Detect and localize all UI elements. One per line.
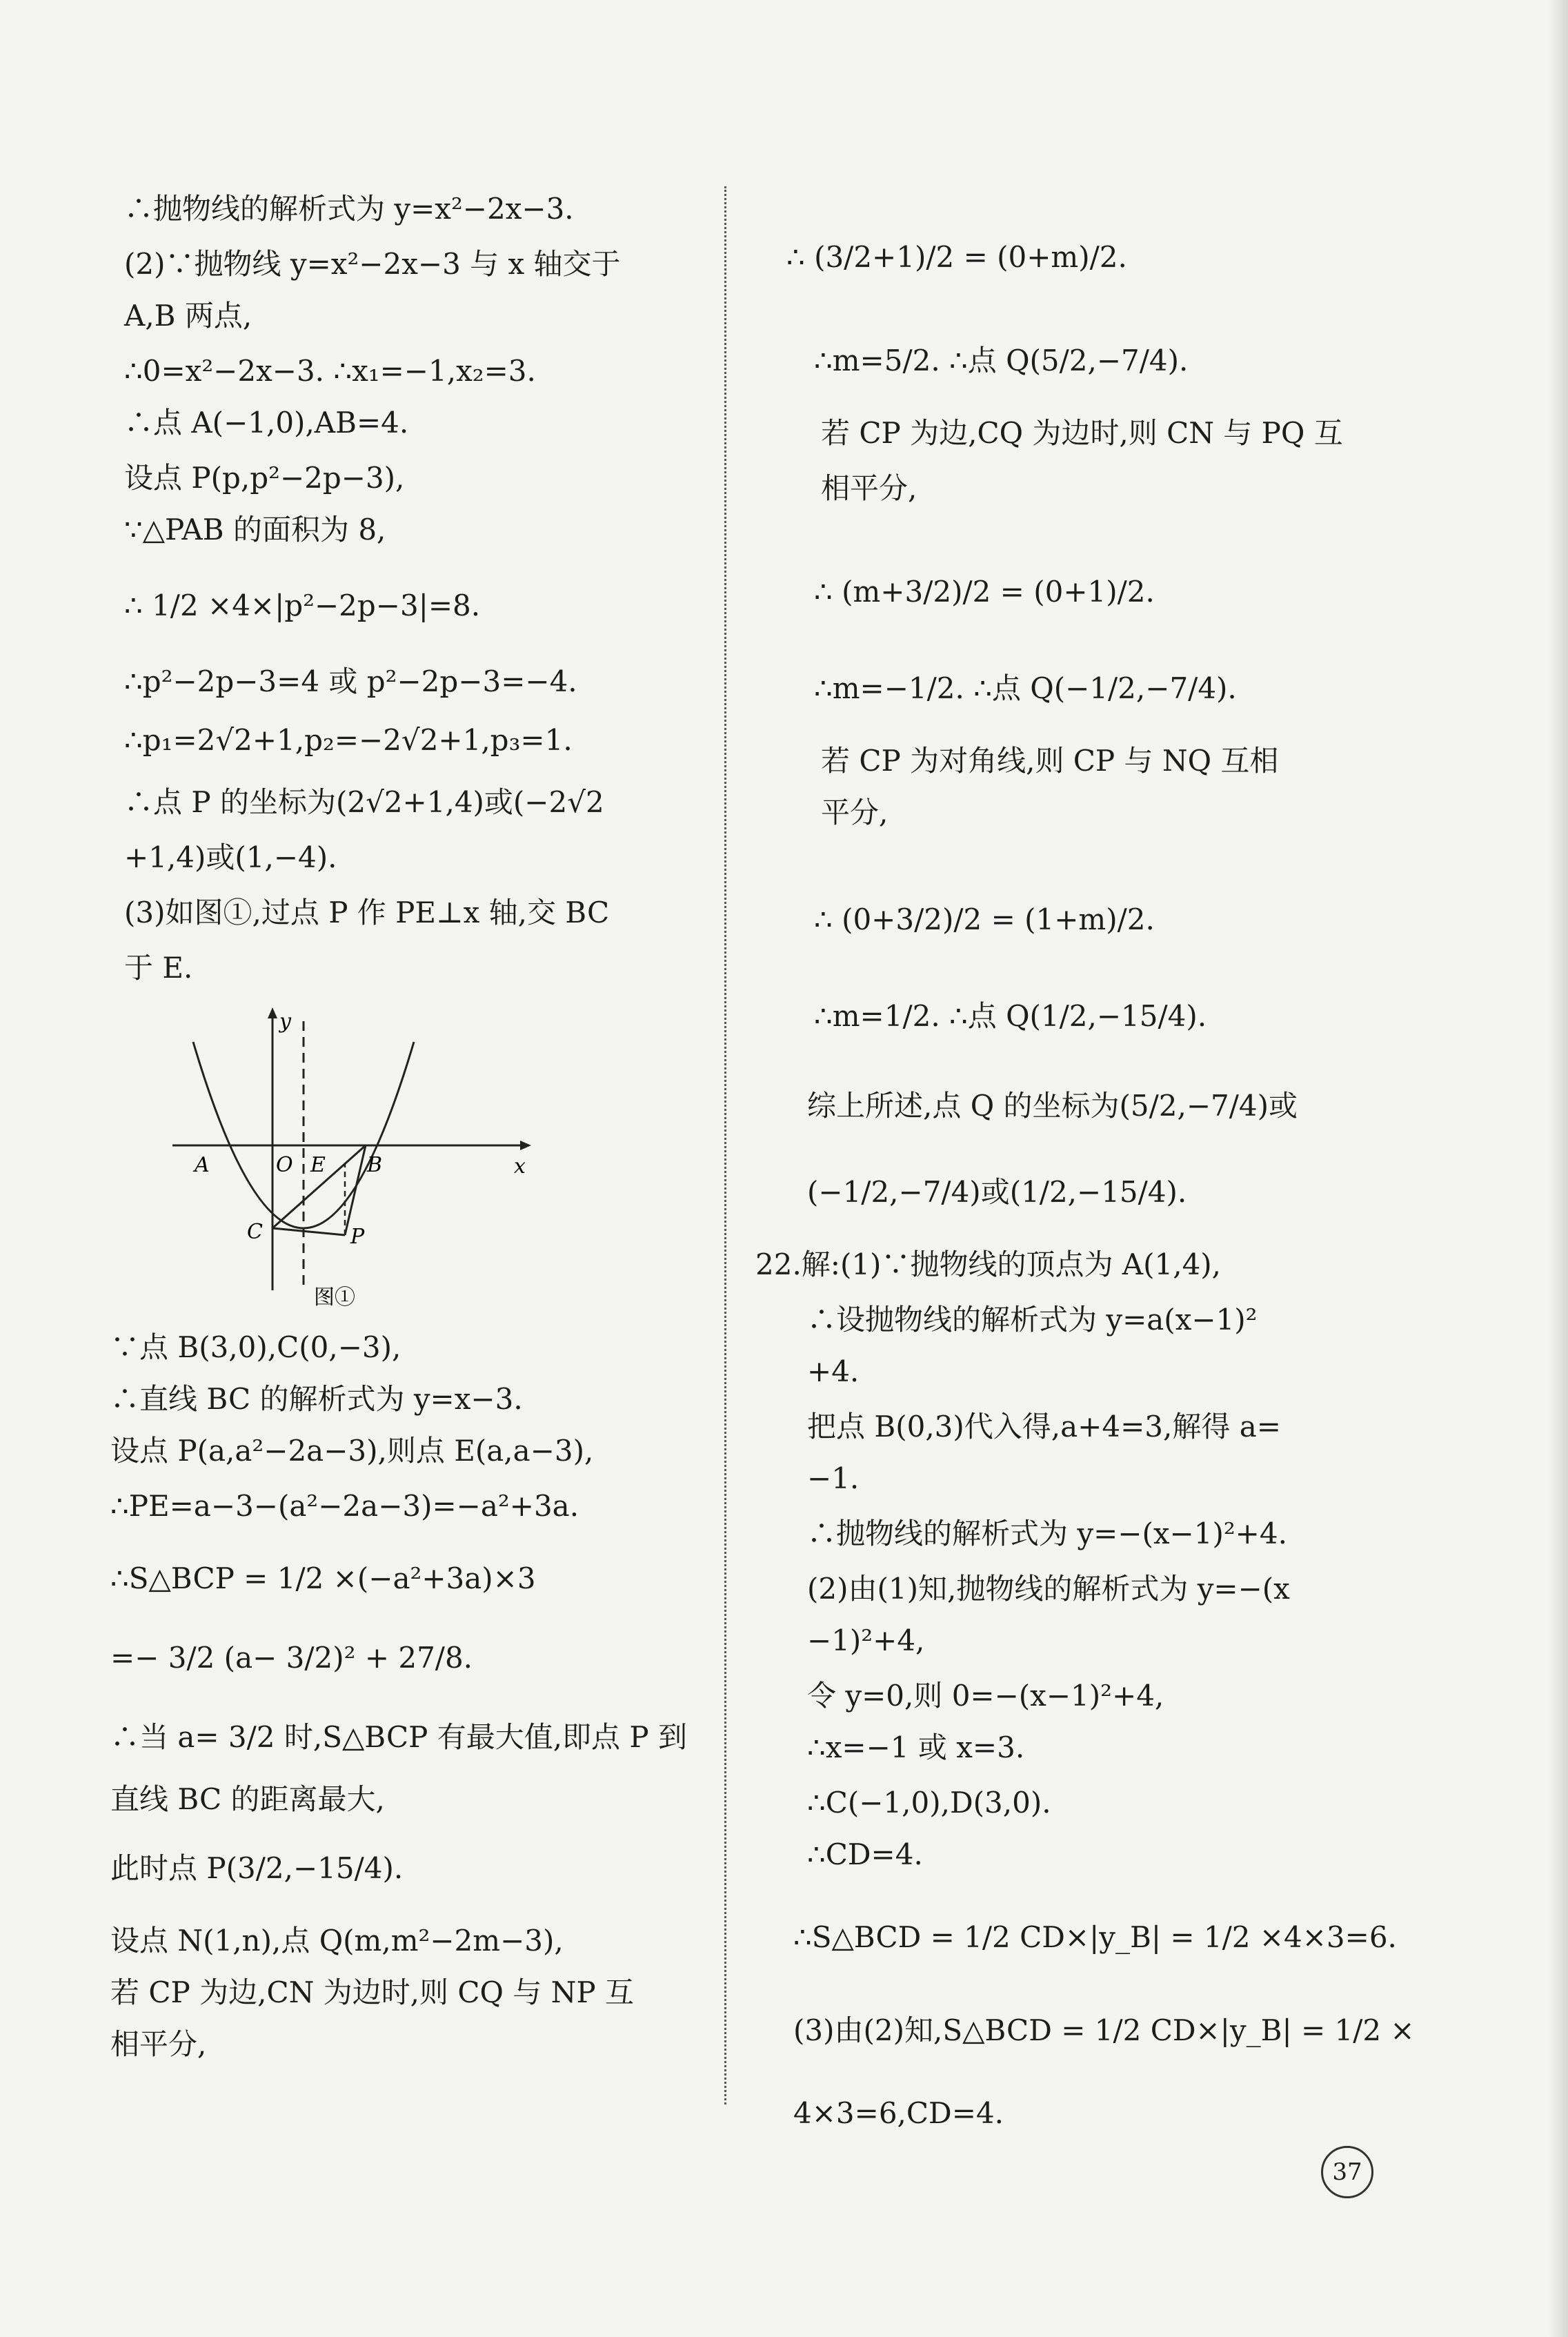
text-line: ∴当 a= 3/2 时,S△BCP 有最大值,即点 P 到 bbox=[110, 1720, 688, 1754]
parabola-figure bbox=[166, 1000, 566, 1325]
text-line: 若 CP 为边,CQ 为边时,则 CN 与 PQ 互 bbox=[821, 416, 1343, 450]
text-line: ∴0=x²−2x−3. ∴x₁=−1,x₂=3. bbox=[124, 354, 536, 388]
text-line: ∴m=−1/2. ∴点 Q(−1/2,−7/4). bbox=[814, 671, 1237, 705]
text-line: ∴p²−2p−3=4 或 p²−2p−3=−4. bbox=[124, 664, 577, 698]
page-edge bbox=[1549, 0, 1568, 2337]
column-divider bbox=[724, 186, 726, 2104]
text-line: A,B 两点, bbox=[124, 299, 252, 333]
text-line: ∴S△BCP = 1/2 ×(−a²+3a)×3 bbox=[110, 1561, 536, 1595]
parabola-diagram bbox=[166, 1000, 566, 1325]
text-line: ∴ (3/2+1)/2 = (0+m)/2. bbox=[786, 240, 1127, 274]
label-B: B bbox=[367, 1153, 383, 1177]
text-line: 综上所述,点 Q 的坐标为(5/2,−7/4)或 bbox=[807, 1089, 1298, 1123]
text-line: 平分, bbox=[821, 796, 889, 829]
text-line: 若 CP 为边,CN 为边时,则 CQ 与 NP 互 bbox=[110, 1975, 635, 2009]
text-line: (2)由(1)知,抛物线的解析式为 y=−(x bbox=[807, 1572, 1290, 1606]
text-line: 22.解:(1)∵抛物线的顶点为 A(1,4), bbox=[755, 1248, 1222, 1281]
text-line: 相平分, bbox=[821, 471, 917, 505]
text-line: ∴设抛物线的解析式为 y=a(x−1)² bbox=[807, 1303, 1258, 1337]
text-line: (3)如图①,过点 P 作 PE⊥x 轴,交 BC bbox=[124, 896, 610, 929]
text-line: 于 E. bbox=[124, 951, 193, 985]
text-line: ∴m=5/2. ∴点 Q(5/2,−7/4). bbox=[814, 344, 1189, 377]
label-E: E bbox=[310, 1153, 326, 1177]
text-line: 直线 BC 的距离最大, bbox=[110, 1782, 385, 1816]
text-line: ∴抛物线的解析式为 y=x²−2x−3. bbox=[124, 192, 574, 226]
text-line: ∴C(−1,0),D(3,0). bbox=[807, 1786, 1051, 1820]
text-line: 把点 B(0,3)代入得,a+4=3,解得 a= bbox=[807, 1410, 1281, 1443]
label-O: O bbox=[276, 1153, 293, 1177]
text-line: (−1/2,−7/4)或(1/2,−15/4). bbox=[807, 1175, 1187, 1209]
label-y: y bbox=[279, 1009, 291, 1034]
text-line: −1. bbox=[807, 1461, 860, 1495]
text-line: ∴CD=4. bbox=[807, 1837, 923, 1871]
text-line: 若 CP 为对角线,则 CP 与 NQ 互相 bbox=[821, 744, 1279, 778]
text-line: ∴PE=a−3−(a²−2a−3)=−a²+3a. bbox=[110, 1489, 579, 1523]
text-line: (2)∵抛物线 y=x²−2x−3 与 x 轴交于 bbox=[124, 247, 621, 281]
label-P: P bbox=[350, 1225, 365, 1249]
figure-caption: 图① bbox=[314, 1285, 355, 1310]
text-line: ∵△PAB 的面积为 8, bbox=[124, 513, 386, 546]
text-line: ∴抛物线的解析式为 y=−(x−1)²+4. bbox=[807, 1517, 1287, 1550]
text-line: ∴点 A(−1,0),AB=4. bbox=[124, 406, 409, 440]
text-line: 此时点 P(3/2,−15/4). bbox=[110, 1851, 404, 1885]
text-line: ∴ 1/2 ×4×|p²−2p−3|=8. bbox=[124, 589, 481, 622]
text-line: ∴ (0+3/2)/2 = (1+m)/2. bbox=[814, 903, 1155, 936]
text-line: 令 y=0,则 0=−(x−1)²+4, bbox=[807, 1679, 1164, 1713]
text-line: 相平分, bbox=[110, 2027, 207, 2061]
text-line: 4×3=6,CD=4. bbox=[793, 2096, 1004, 2130]
text-line: 设点 P(p,p²−2p−3), bbox=[124, 461, 405, 495]
text-line: (3)由(2)知,S△BCD = 1/2 CD×|y_B| = 1/2 × bbox=[793, 2013, 1415, 2047]
text-line: ∴直线 BC 的解析式为 y=x−3. bbox=[110, 1382, 523, 1416]
label-C: C bbox=[247, 1220, 263, 1244]
text-line: +1,4)或(1,−4). bbox=[124, 840, 337, 874]
text-line: ∴p₁=2√2+1,p₂=−2√2+1,p₃=1. bbox=[124, 723, 573, 757]
text-line: ∴x=−1 或 x=3. bbox=[807, 1730, 1025, 1764]
text-line: 设点 N(1,n),点 Q(m,m²−2m−3), bbox=[110, 1924, 564, 1958]
page-number: 37 bbox=[1321, 2146, 1373, 2198]
label-x: x bbox=[514, 1154, 526, 1179]
text-line: ∴m=1/2. ∴点 Q(1/2,−15/4). bbox=[814, 999, 1207, 1033]
label-A: A bbox=[195, 1153, 210, 1177]
text-line: ∵点 B(3,0),C(0,−3), bbox=[110, 1330, 401, 1364]
text-line: ∴点 P 的坐标为(2√2+1,4)或(−2√2 bbox=[124, 785, 604, 819]
text-line: −1)²+4, bbox=[807, 1624, 925, 1657]
text-line: ∴S△BCD = 1/2 CD×|y_B| = 1/2 ×4×3=6. bbox=[793, 1920, 1397, 1954]
text-line: ∴ (m+3/2)/2 = (0+1)/2. bbox=[814, 575, 1155, 609]
text-line: +4. bbox=[807, 1354, 860, 1388]
text-line: =− 3/2 (a− 3/2)² + 27/8. bbox=[110, 1641, 473, 1675]
text-line: 设点 P(a,a²−2a−3),则点 E(a,a−3), bbox=[110, 1434, 594, 1468]
